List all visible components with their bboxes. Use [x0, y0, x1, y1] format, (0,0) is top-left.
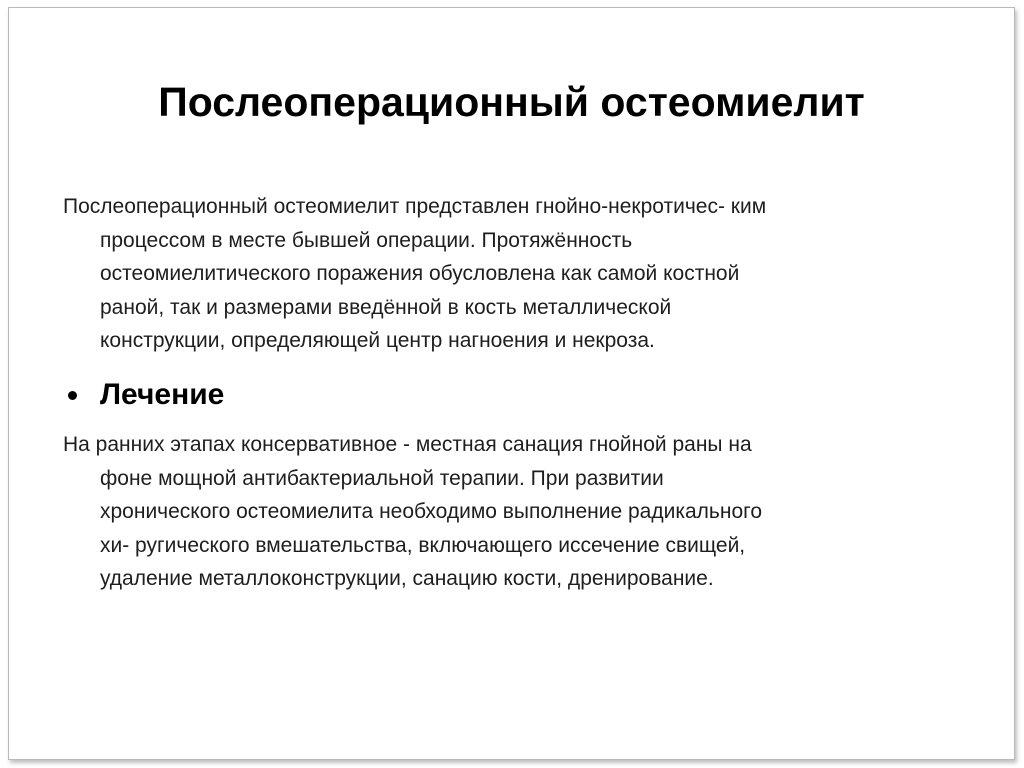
- bullet-icon: [68, 391, 77, 400]
- paragraph-line: конструкции, определяющей центр нагноения и некроза.: [100, 329, 655, 352]
- paragraph-line: На ранних этапах консервативное - местная санация гнойной раны на: [63, 433, 752, 456]
- paragraph-line: хи- ругического вмешательства, включающего иссечение свищей,: [100, 533, 746, 557]
- bullet-item-treatment: [63, 373, 224, 417]
- paragraph-line: процессом в месте бывшей операции. Протяжённость: [100, 228, 633, 252]
- paragraph-line: хронического остеомиелита необходимо выполнение радикального: [100, 500, 763, 523]
- paragraph-line: удаление металлоконструкции, санацию кости, дренирование.: [100, 567, 714, 590]
- paragraph-description: [63, 190, 968, 358]
- paragraph-line: Послеоперационный остеомиелит представлен гнойно-некротичес- ким: [63, 195, 767, 218]
- paragraph-treatment: [63, 428, 968, 596]
- slide-title: Послеоперационный остеомиелит: [158, 79, 865, 125]
- paragraph-line: остеомиелитического поражения обусловлена как самой костной: [100, 262, 740, 285]
- slide: [8, 7, 1015, 760]
- paragraph-line: фоне мощной антибактериальной терапии. При развитии: [100, 466, 664, 490]
- paragraph-line: раной, так и размерами введённой в кость металлической: [100, 295, 672, 319]
- bullet-heading: Лечение: [100, 378, 225, 411]
